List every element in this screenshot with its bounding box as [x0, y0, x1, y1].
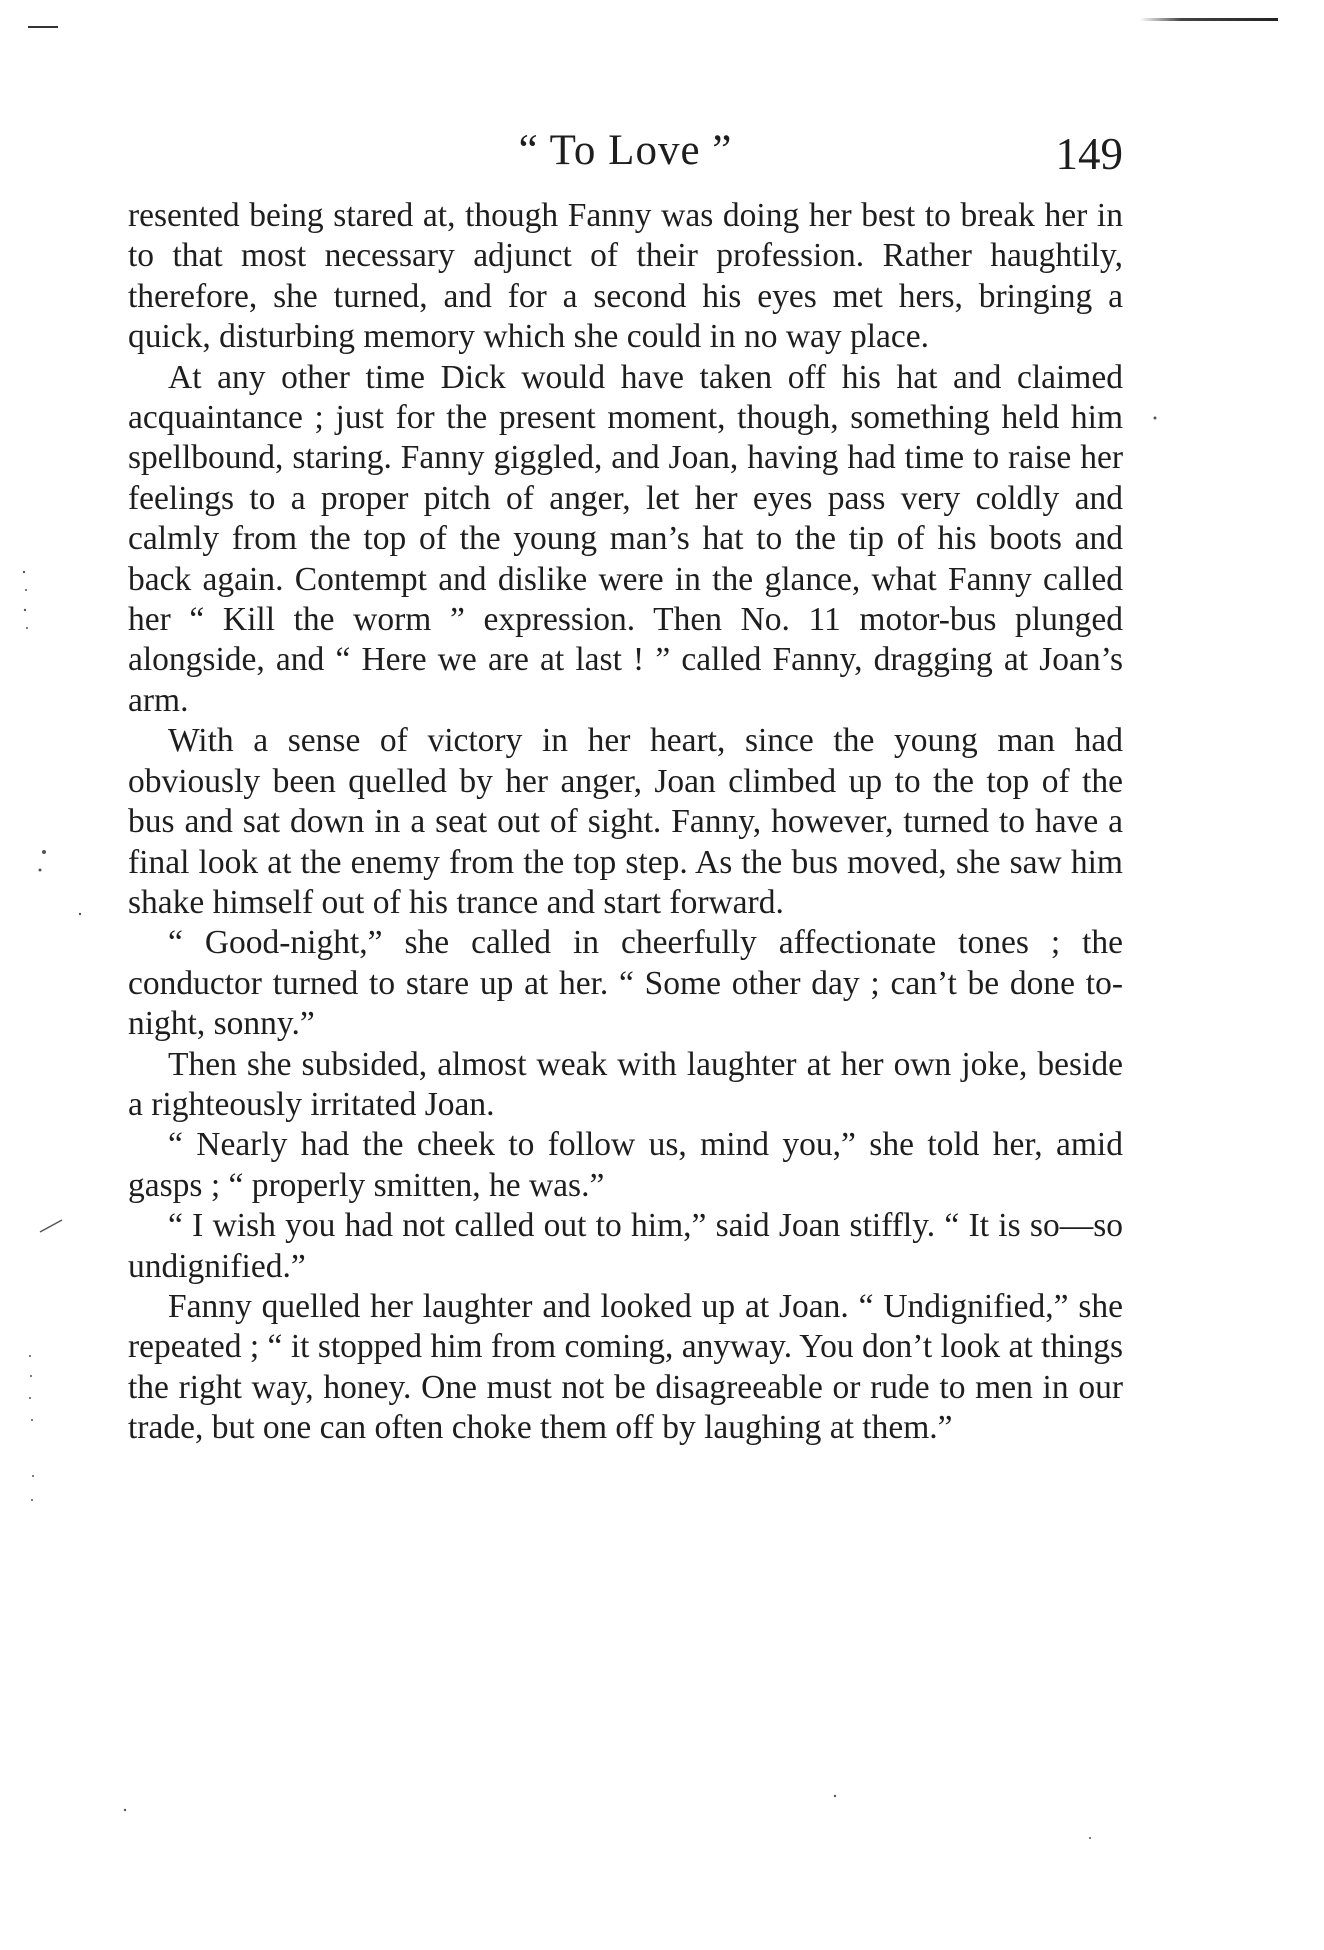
paragraph-4: “ Good-night,” she called in cheerfully affectionate tones ; the conductor turned to stare up at her. “ Some other day ; can’t be done to-night, sonny.” — [128, 924, 1123, 1043]
page-header — [128, 126, 1123, 186]
paragraph-1: resented being stared at, though Fanny was doing her best to break her in to that most necessary adjunct of their profession. Rather haughtily, therefore, she turned, and for a second his eyes met hers, bringing a quick, disturbing memory which she could in no way place. — [128, 197, 1123, 356]
paragraph-5: Then she subsided, almost weak with laughter at her own joke, beside a righteously irritated Joan. — [128, 1045, 1123, 1123]
paragraph-7: “ I wish you had not called out to him,” said Joan stiffly. “ It is so—so undignified.” — [128, 1207, 1123, 1285]
page-number: 149 — [1055, 129, 1123, 179]
paragraph-3: With a sense of victory in her heart, since the young man had obviously been quelled by her anger, Joan climbed up to the top of the bus and sat down in a seat out of sight. Fanny, however, turned to have a final look at the enemy from the top step. As the bus moved, she saw him shake himself out of his trance and start forward. — [128, 722, 1123, 921]
paragraph-2: At any other time Dick would have taken off his hat and claimed acquaintance ; just for the present moment, though, something held him spellbound, staring. Fanny giggled, and Joan, having had time to raise her feelings to a proper pitch of anger, let her eyes pass very coldly and calmly from the top of the young man’s hat to the tip of his boots and back again. Contempt and dislike were in the glance, what Fanny called her “ Kill the worm ” expression. Then No. 11 motor-bus plunged alongside, and “ Here we are at last ! ” called Fanny, dragging at Joan’s arm. — [128, 358, 1123, 719]
paragraph-6: “ Nearly had the cheek to follow us, mind you,” she told her, amid gasps ; “ properly smitten, he was.” — [128, 1126, 1123, 1204]
body-text — [128, 196, 1123, 1449]
running-title: “ To Love ” — [518, 127, 733, 174]
paragraph-8: Fanny quelled her laughter and looked up at Joan. “ Undignified,” she repeated ; “ it stopped him from coming, anyway. You don’t look at things the right way, honey. One must not be disagreeable or rude to men in our trade, but one can often choke them off by laughing at them.” — [128, 1287, 1123, 1447]
